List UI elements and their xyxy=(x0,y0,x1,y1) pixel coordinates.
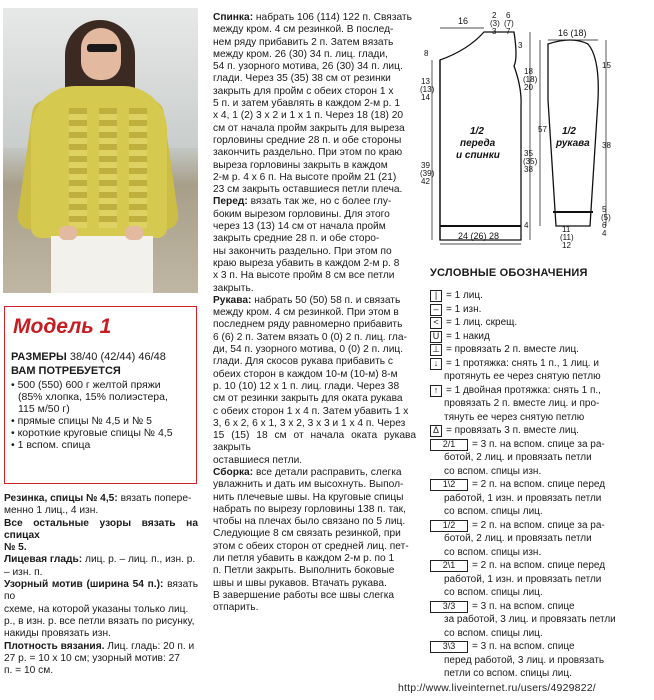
legend-row: провязать 2 п. вместе лиц. и про- xyxy=(444,398,600,409)
svg-text:2: 2 xyxy=(492,11,497,20)
text-line: выреза горловины закрыть в каждом xyxy=(213,159,388,171)
text-line: 6 (6) 2 п. Затем вязать 0 (0) 2 п. лиц. гла- xyxy=(213,331,407,343)
svg-text:39: 39 xyxy=(421,161,430,170)
stitch-symbol-icon: < xyxy=(430,317,442,329)
text-line: В завершение работы все швы слегка xyxy=(213,589,395,601)
svg-text:8: 8 xyxy=(424,49,429,58)
text-line: через 13 (13) 14 см от начала пройм xyxy=(213,221,386,233)
footer-url[interactable]: http://www.liveinternet.ru/users/4929822/ xyxy=(398,682,596,694)
text-line: п. Петли закрыть. Выполнить боковые xyxy=(213,565,395,577)
stitch-symbol-icon: 1/2 xyxy=(430,520,468,532)
text-line: чтобы на плечах было связано по 5 лиц. xyxy=(213,516,406,528)
text-line: глади. Для скосов рукава прибавить с xyxy=(213,356,393,368)
legend-row: петли со вспом. спицы лиц. xyxy=(444,668,572,679)
legend-row: ↑ = 1 двойная протяжка: снять 1 п., xyxy=(430,385,601,397)
svg-text:14: 14 xyxy=(421,93,430,102)
text-line: х 4, 1 (2) 3 х 2 и 1 х 1 п. Через 18 (18) 20 xyxy=(213,110,404,122)
svg-text:(3): (3) xyxy=(490,19,500,28)
legend-row: ботой, 2 лиц. и провязать петли xyxy=(444,452,592,463)
text-line: краю выреза убавить в каждом 2-м р. 8 xyxy=(213,257,400,269)
svg-text:(18): (18) xyxy=(523,75,538,84)
svg-text:15: 15 xyxy=(602,61,611,70)
stitch-symbol-icon: ↑ xyxy=(430,385,442,397)
dim-body-bottom: 24 (26) 28 xyxy=(458,231,500,241)
svg-text:13: 13 xyxy=(421,77,430,86)
text-line: – изн. п. xyxy=(4,566,43,578)
svg-text:и спинки: и спинки xyxy=(456,150,500,161)
svg-text:(7): (7) xyxy=(504,19,514,28)
legend-row: работой, 1 изн. и провязать петли xyxy=(444,492,602,504)
need-label: ВАМ ПОТРЕБУЕТСЯ xyxy=(11,365,121,377)
stitch-symbol-icon: 3/3 xyxy=(430,601,468,613)
svg-text:4: 4 xyxy=(602,229,607,238)
text-line: 15 (15) 18 см от начала оката рукава закрыть xyxy=(213,430,416,454)
svg-text:35: 35 xyxy=(524,149,533,158)
text-line: Следующие 8 см связать резинкой, при xyxy=(213,528,401,540)
text-line: нить плечевые швы. На круговые спицы xyxy=(213,491,404,503)
text-line: Сборка: все детали расправить, слегка xyxy=(213,466,402,478)
text-line: последнем ряду равномерно прибавить xyxy=(213,319,403,331)
stitch-symbol-icon: 2\1 xyxy=(430,560,468,572)
svg-text:18: 18 xyxy=(524,67,533,76)
svg-text:(39): (39) xyxy=(420,169,435,178)
stitch-symbol-icon: 3\3 xyxy=(430,641,468,653)
legend-row: со вспом. спицы лиц. xyxy=(444,587,543,598)
text-line: оставшиеся петли. xyxy=(213,454,303,466)
text-line: увлажнить и дать им высохнуть. Выпол- xyxy=(213,479,404,491)
svg-text:(13): (13) xyxy=(420,85,435,94)
svg-text:5: 5 xyxy=(602,205,607,214)
text-line: горловины средние 28 п. и обе стороны xyxy=(213,134,402,146)
text-line: накиды провязать изн. xyxy=(4,628,111,640)
text-line: 23 см закрыть оставшиеся петли плеча. xyxy=(213,184,403,196)
svg-text:38: 38 xyxy=(602,141,611,150)
sizes-row: РАЗМЕРЫ 38/40 (42/44) 46/48 xyxy=(11,351,166,363)
middle-text-column xyxy=(213,12,416,615)
text-line: закрыть. xyxy=(213,282,254,294)
legend-row: – = 1 изн. xyxy=(430,304,481,316)
legend-row: ↓ = 1 протяжка: снять 1 п., 1 лиц. и xyxy=(430,358,599,370)
legend-row: < = 1 лиц. скрещ. xyxy=(430,317,517,329)
text-line: между кром. 4 см резинкой. При этом в xyxy=(213,307,399,319)
stitch-symbol-icon: | xyxy=(430,290,442,302)
legend-row: тянуть ее через снятую петлю xyxy=(444,411,585,423)
text-line: ны закончить раздельно. При этом по xyxy=(213,245,392,257)
text-line: закрыть средние 28 п. и обе сторо- xyxy=(213,233,380,245)
legend-row: ботой, 2 лиц. и провязать петли xyxy=(444,533,592,544)
dim-body-top: 16 xyxy=(458,16,469,26)
text-line: 27 р. = 10 х 10 см; узорный мотив: 27 xyxy=(4,652,180,664)
svg-text:11: 11 xyxy=(562,225,571,234)
legend-row: со вспом. спицы изн. xyxy=(444,465,542,477)
svg-text:(35): (35) xyxy=(523,157,538,166)
svg-text:7: 7 xyxy=(506,27,511,36)
legend-row: ⊥ = провязать 2 п. вместе лиц. xyxy=(430,344,579,356)
text-line: х 3 п. На высоте пройм 8 см все петли xyxy=(213,270,395,282)
stitch-symbol-icon: – xyxy=(430,304,442,316)
text-line: 3, 6 х 2, 6 х 1, 3 х 2, 3 х 3 и 1 х 4 п. Через xyxy=(213,417,406,429)
text-line: р. 10 (10) 12 х 1 п. лиц. глади. Через 38 xyxy=(213,380,400,392)
stitch-symbol-icon: ↓ xyxy=(430,358,442,370)
text-line: швы и швы рукавов. Втачать рукава. xyxy=(213,577,387,589)
text-line: р., в изн. р. все петли вязать по рисунку, xyxy=(4,615,195,627)
text-line: Рукава: набрать 50 (50) 58 п. и связать xyxy=(213,294,401,306)
stitch-symbol-icon: Δ xyxy=(430,425,442,437)
legend-row: U = 1 накид xyxy=(430,331,490,343)
sunglasses-icon xyxy=(87,44,117,52)
text-line: этом с обеих сторон от средней лиц. пет- xyxy=(213,540,409,552)
text-line: см от начала пройм закрыть для выреза xyxy=(213,122,405,134)
svg-text:3: 3 xyxy=(492,27,497,36)
text-line: п. = 10 см. xyxy=(4,665,54,677)
svg-text:6: 6 xyxy=(506,11,511,20)
svg-text:1/2: 1/2 xyxy=(562,126,576,137)
svg-text:1/2: 1/2 xyxy=(470,126,484,137)
dim-sleeve-top: 16 (18) xyxy=(558,28,587,38)
legend-row: перед работой, 3 лиц. и провязать xyxy=(444,654,605,666)
legend-row: со вспом. спицы изн. xyxy=(444,546,542,558)
model-photo xyxy=(3,8,198,293)
text-line: Все остальные узоры вязать на спицах xyxy=(4,517,198,541)
svg-text:42: 42 xyxy=(421,177,430,186)
legend-row: протянуть ее через снятую петлю xyxy=(444,371,601,382)
text-line: ди, 54 п. узорного мотива, 0 (0) 2 п. лиц. xyxy=(213,344,404,356)
stitch-symbol-icon: 1\2 xyxy=(430,479,468,491)
text-line: набрать по вырезу горловины 138 п. так, xyxy=(213,503,406,515)
stitch-symbol-icon: U xyxy=(430,331,442,343)
legend-row: 3\3 = 3 п. на вспом. спице xyxy=(430,641,575,653)
legend-row: 3/3 = 3 п. на вспом. спице xyxy=(430,601,575,613)
text-line: ли петля убавить в каждом 2-м р. по 1 xyxy=(213,553,395,565)
svg-text:(11): (11) xyxy=(560,233,574,242)
text-line: глади. Через 35 (35) 38 см от резинки xyxy=(213,73,391,85)
legend-row: работой, 1 изн. и провязать петли xyxy=(444,573,602,585)
text-line: 5 п. и затем убавлять в каждом 2-м р. 1 xyxy=(213,98,401,110)
svg-text:(5): (5) xyxy=(601,213,611,222)
legend-row: со вспом. спицы лиц. xyxy=(444,627,543,639)
svg-text:3: 3 xyxy=(518,41,523,50)
text-line: боким вырезом горловины. Для этого xyxy=(213,208,390,220)
text-line: № 5. xyxy=(4,542,27,554)
model-title: Модель 1 xyxy=(13,315,112,338)
text-line: Лицевая гладь: лиц. р. – лиц. п., изн. р. xyxy=(4,554,196,566)
text-line: Перед: вязать так же, но с более глу- xyxy=(213,196,392,208)
text-line: Спинка: набрать 106 (114) 122 п. Связать xyxy=(213,12,412,23)
legend-row: со вспом. спицы лиц. xyxy=(444,506,543,517)
text-line: обеих сторон в каждом 10-м (10-м) 8-м xyxy=(213,368,398,380)
text-line: см от резинки закрыть для оката рукава xyxy=(213,393,403,405)
legend-row: 2/1 = 3 п. на вспом. спице за ра- xyxy=(430,439,605,451)
svg-text:57: 57 xyxy=(538,125,547,134)
text-line: менно 1 лиц., 4 изн. xyxy=(4,505,99,517)
svg-text:переда: переда xyxy=(460,138,496,149)
legend-row: | = 1 лиц. xyxy=(430,290,483,302)
legend-row: 1/2 = 2 п. на вспом. спице за ра- xyxy=(430,520,605,532)
text-line: закрыть для пройм с обеих сторон 1 х xyxy=(213,85,394,97)
need-list: • 500 (550) 600 г желтой пряжи (85% хлопка, 15% полиэстера, 115 м/50 г) • прямые спицы № 4,5 и № 5 • короткие круговые спицы № 4,5 • 1 вспом. спица xyxy=(11,379,173,451)
text-line: между кром. 26 (30) 34 п. лиц. глади, xyxy=(213,48,388,60)
text-line: 54 п. узорного мотива, 26 (30) 34 п. лиц. xyxy=(213,61,403,73)
legend-row: Δ = провязать 3 п. вместе лиц. xyxy=(430,425,579,437)
text-line: нем ряду прибавить 2 п. Затем вязать xyxy=(213,36,394,48)
svg-text:12: 12 xyxy=(562,241,571,248)
text-line: Резинка, спицы № 4,5: вязать попере- xyxy=(4,493,192,504)
svg-text:6: 6 xyxy=(602,221,607,230)
text-line: отпарить. xyxy=(213,602,259,614)
text-line: схеме, на которой указаны только лиц. xyxy=(4,603,189,615)
svg-text:рукава: рукава xyxy=(556,138,590,149)
legend-row: 1\2 = 2 п. на вспом. спице перед xyxy=(430,479,605,491)
left-text-column xyxy=(4,493,198,677)
text-line: Плотность вязания. Лиц. гладь: 20 п. и xyxy=(4,640,195,652)
svg-text:20: 20 xyxy=(524,83,533,92)
model-info-box xyxy=(4,306,197,484)
svg-text:4: 4 xyxy=(524,221,529,230)
stitch-symbol-icon: 2/1 xyxy=(430,439,468,451)
text-line: 2-м р. 4 х 6 п. На высоте пройм 21 (21) xyxy=(213,171,397,183)
legend-row: за работой, 3 лиц. и провязать петли xyxy=(444,614,616,625)
svg-text:38: 38 xyxy=(524,165,533,174)
pattern-schematic xyxy=(420,8,652,248)
text-line: с обеих сторон 1 х 4 п. Затем убавить 1 х xyxy=(213,405,409,417)
legend-title: УСЛОВНЫЕ ОБОЗНАЧЕНИЯ xyxy=(430,267,588,279)
text-line: закончить раздельно. При этом по краю xyxy=(213,147,403,159)
text-line: между кром. 4 см резинкой. В послед- xyxy=(213,24,394,36)
text-line: Узорный мотив (ширина 54 п.): вязать по xyxy=(4,579,198,603)
legend-row: 2\1 = 2 п. на вспом. спице перед xyxy=(430,560,605,572)
stitch-symbol-icon: ⊥ xyxy=(430,344,442,356)
